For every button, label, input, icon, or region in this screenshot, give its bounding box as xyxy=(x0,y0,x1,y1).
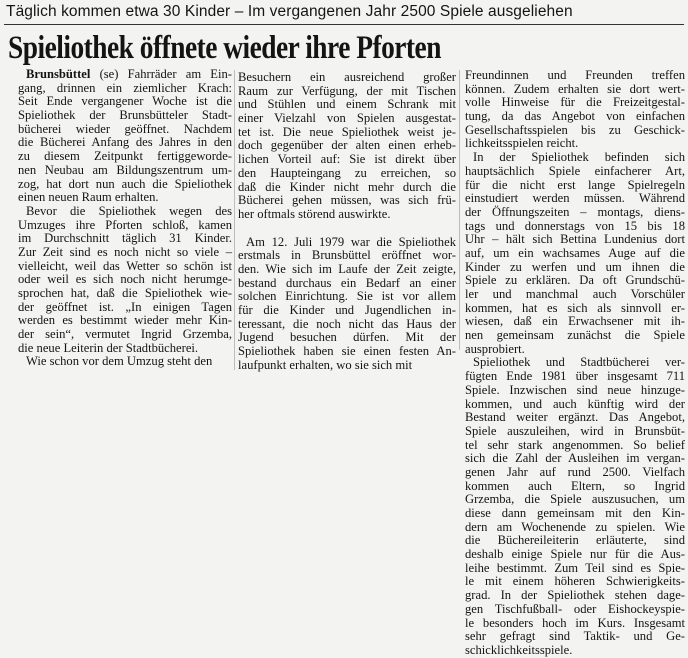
article-paragraph xyxy=(18,205,232,356)
text-line: solchen Einrichtung. Sie ist vor allem xyxy=(238,289,456,304)
text-line: fügten Ende 1981 über insgesamt 711 xyxy=(465,369,685,384)
text-line: der Öffnungszeiten – montags, diens- xyxy=(465,204,685,219)
text-line: kommen auch Eltern, so Ingrid xyxy=(465,478,685,493)
text-line: Freundinnen und Freunden treffen xyxy=(465,68,685,82)
text-line: wiesen, daß ein Erwachsener mit ih- xyxy=(465,314,685,329)
text-line: tet ist. Die neue Spieliothek weist je- xyxy=(238,124,456,139)
text-line: vielleicht, weil das Wetter so schön ist xyxy=(18,258,232,273)
text-line: den. Wie sich im Laufe der Zeit zeigte, xyxy=(238,261,456,276)
text-line: teressant, die noch nicht das Haus der xyxy=(238,316,456,331)
kicker-rule xyxy=(4,24,684,25)
kicker-line: Täglich kommen etwa 30 Kinder – Im vergangenen Jahr 2500 Spiele ausgeliehen xyxy=(6,3,573,20)
text-line: zu diesem Zeitpunkt fertiggeworde- xyxy=(18,149,232,164)
text-line: her oftmals störend auswirkte. xyxy=(238,206,391,221)
text-line: Bevor die Spieliothek wegen des xyxy=(26,203,232,218)
text-line: ausprobiert. xyxy=(465,341,525,356)
text-line: die Bücherei Anfang des Jahres in den xyxy=(18,135,232,150)
text-line: schicklichkeitsspiele. xyxy=(465,642,573,657)
text-line: zog, hat dort nun auch die Spieliothek xyxy=(18,176,232,191)
text-line: für die nicht erst lange Spielregeln xyxy=(465,177,685,192)
text-line: leihe bestimmt. Zum Teil sind es Spie- xyxy=(465,560,685,575)
text-line: Spiele. Inzwischen sind neue hinzuge- xyxy=(465,382,685,397)
text-line: deshalb einige Spiele nur für die Aus- xyxy=(465,547,685,562)
text-line: nen gemeinsam zunächst die Spiele xyxy=(465,328,685,343)
text-line: der sein“, vermutet Ingrid Grzemba, xyxy=(18,327,232,342)
text-line: Bücherei gehen müssen, was sich frü- xyxy=(238,193,456,208)
text-line: le mit einem höheren Schwierigkeits- xyxy=(465,574,685,589)
article-paragraph xyxy=(238,71,456,222)
text-line: hauptsächlich Spiele einfacherer Art, xyxy=(465,163,685,178)
text-line: im Durchschnitt täglich 31 Kinder. xyxy=(18,231,232,246)
text-line: nen Neubau am Bildungszentrum um- xyxy=(18,162,232,177)
text-line: lichen Vorteil auf: Sie ist direkt über xyxy=(238,152,456,167)
text-line: In der Spieliothek befinden sich xyxy=(473,150,685,165)
text-line: sich die Zahl der Ausleihen im vergan- xyxy=(465,451,685,466)
article-paragraph xyxy=(18,355,232,369)
text-line: grad. In der Spieliothek stehen dage- xyxy=(465,588,685,603)
text-line: auf, um ein wachsames Auge auf die xyxy=(465,245,685,260)
text-line: Wie schon vor dem Umzug steht den xyxy=(26,354,213,369)
text-line: doch gegenüber der alten einen erheb- xyxy=(238,138,456,153)
text-line: bestand durchaus ein Bedarf an einer xyxy=(238,275,456,290)
text-line: Spieliothek der Brunsbütteler Stadt- xyxy=(18,108,232,123)
text-line: die Büchereileiterin erläuterte, sind xyxy=(465,533,685,548)
text-line: gang, drinnen ein ziemlicher Krach: xyxy=(18,80,232,95)
text-line: Brunsbüttel (se) Fahrräder am Ein- xyxy=(26,67,232,81)
text-line: den Haupteingang zu erreichen, so xyxy=(238,165,456,180)
text-line: Gesellschaftsspielen bis zu Geschick- xyxy=(465,122,685,137)
dateline: Brunsbüttel xyxy=(26,67,91,81)
text-line: sehr gefragt sind Taktik- und Ge- xyxy=(465,629,685,644)
text-line: dern am Wochenende zu spielen. Wie xyxy=(465,519,685,534)
text-line: Umzuges ihre Pforten schloß, kamen xyxy=(18,217,232,232)
text-line: Zur Zeit sind es noch nicht so viele – xyxy=(18,244,232,259)
article-paragraph xyxy=(465,69,685,151)
text-line: die neue Leiterin der Stadtbücherei. xyxy=(18,340,199,355)
article-paragraph xyxy=(465,151,685,356)
text-line: laufpunkt erhalten, wo sie sich mit xyxy=(238,357,413,372)
text-line: einstudiert werden müssen. Während xyxy=(465,191,685,206)
text-line: genen Jahr auf rund 2500. Vielfach xyxy=(465,464,685,479)
text-line: diese dann gemeinsam mit den Kin- xyxy=(465,506,685,520)
article-paragraph xyxy=(18,68,232,205)
article-paragraph xyxy=(238,236,456,373)
text-line: tung, da das Angebot von einfachen xyxy=(465,109,685,124)
text-line: daß die Kinder nicht mehr durch die xyxy=(238,179,456,194)
text-line: Spiele auszuleihen, wird in Brunsbüt- xyxy=(465,423,685,438)
text-line: Raum zur Verfügung, der mit Tischen xyxy=(238,83,456,98)
text-line: le besonders hoch im Kurs. Insgesamt xyxy=(465,615,685,630)
text-line: volle Hinweise für die Freizeitgestal- xyxy=(465,95,685,110)
text-line: Seit Ende vergangener Woche ist die xyxy=(18,94,232,109)
text-line: kommen, hat es sich als sinnvoll er- xyxy=(465,300,685,315)
text-line: Bestand weiter ergänzt. Das Angebot, xyxy=(465,410,685,425)
text-line: Besuchern ein ausreichend großer xyxy=(238,70,456,84)
text-line: können. Zudem erhalten sie dort wert- xyxy=(465,81,685,96)
text-line: lichkeitsspielen reicht. xyxy=(465,136,579,151)
text-line: für die Kinder und Jugendlichen in- xyxy=(238,303,456,317)
article-column-2 xyxy=(238,71,456,372)
column-rule xyxy=(459,70,460,350)
text-line: Uhr – hält sich Bettina Lundenius dort xyxy=(465,232,685,247)
text-line: Jugend besuchen dürfen. Mit der xyxy=(238,330,456,345)
article-paragraph xyxy=(465,356,685,657)
text-line: Kinder zu werfen und um ihnen die xyxy=(465,259,685,274)
text-line: bücherei wieder geöffnet. Nachdem xyxy=(18,121,232,136)
text-line: Spiele zu erklären. Da oft Grundschü- xyxy=(465,273,685,288)
text-line: einen neuen Raum erhalten. xyxy=(18,190,159,205)
text-line: oder weil es sich noch nicht herumge- xyxy=(18,272,232,287)
headline: Spieliothek öffnete wieder ihre Pforten xyxy=(8,30,441,66)
text-line: sprochen hat, daß die Spieliothek wie- xyxy=(18,286,232,300)
text-line: und Stühlen und einem Schrank mit xyxy=(238,97,456,112)
text-line: werden es bestimmt wieder mehr Kin- xyxy=(18,313,232,328)
article-column-3 xyxy=(465,69,685,658)
text-line: der geöffnet ist. „In einigen Tagen xyxy=(18,299,232,314)
article-column-1 xyxy=(18,68,232,369)
text-line: gen Tischfußball- oder Eishockeyspie- xyxy=(465,601,685,616)
text-line: Spieliothek haben sie einen festen An- xyxy=(238,344,456,359)
text-line: einer Vielzahl von Spielen ausgestat- xyxy=(238,111,456,126)
text-line: tags und donnerstags von 15 bis 18 xyxy=(465,218,685,233)
text-line: erstmals in Brunsbüttel eröffnet wor- xyxy=(238,248,456,263)
text-line: Grzemba, die Spiele auszusuchen, um xyxy=(465,492,685,507)
text-line: kommen, und auch künftig wird der xyxy=(465,396,685,411)
text-line: Am 12. Juli 1979 war die Spieliothek xyxy=(246,234,456,249)
text-line: ler und manchmal auch Vorschüler xyxy=(465,287,685,301)
text-line: tel sehr stark angenommen. So belief xyxy=(465,437,685,452)
column-rule xyxy=(234,70,235,370)
text-line: Spieliothek und Stadtbücherei ver- xyxy=(473,355,685,370)
